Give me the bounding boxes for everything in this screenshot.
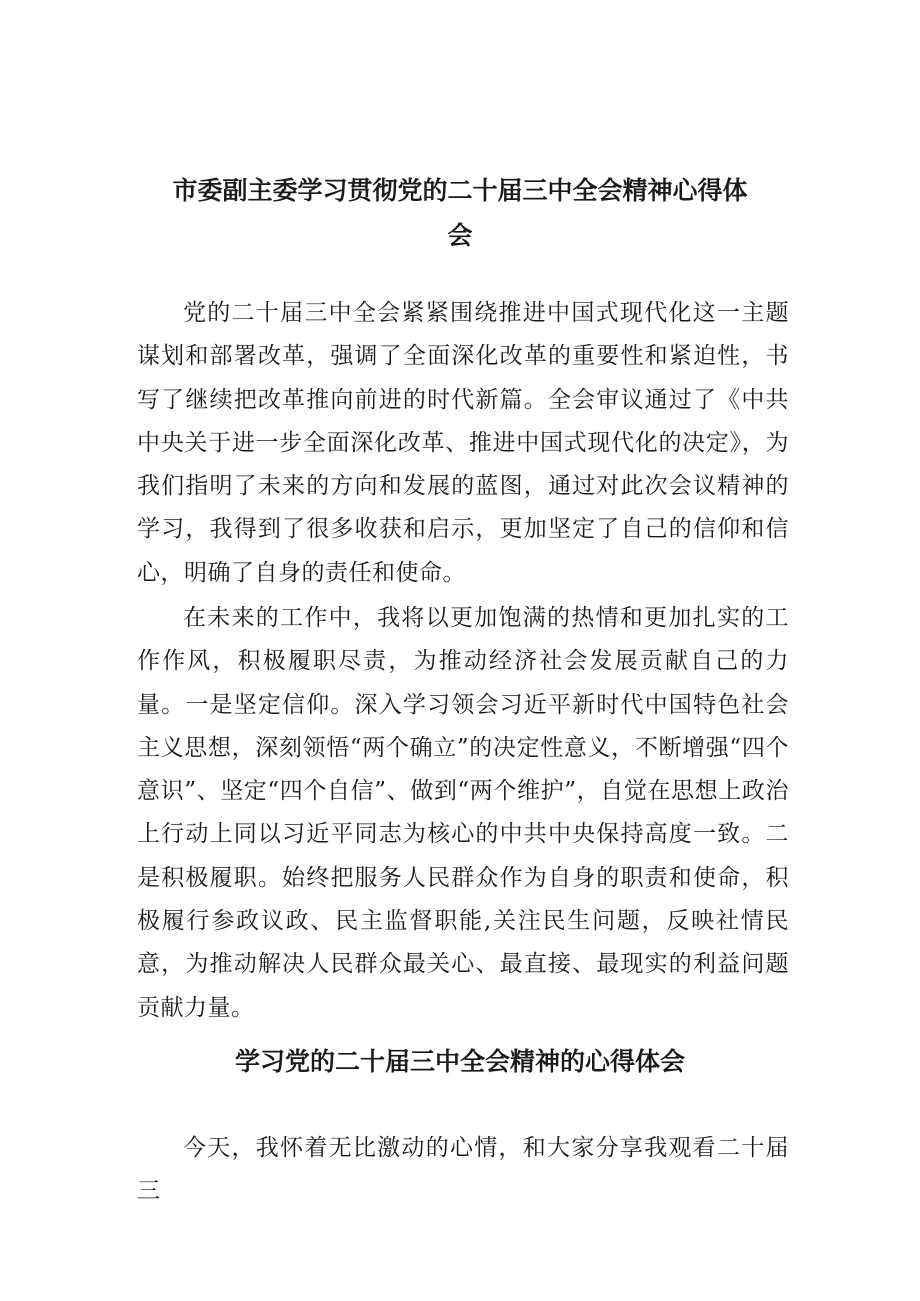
body-paragraph: 党的二十届三中全会紧紧围绕推进中国式现代化这一主题谋划和部署改革，强调了全面深化改革的重要性和紧迫性，书写了继续把改革推向前进的时代新篇。全会审议通过了《中共中央关于进一步全面深化改革、推进中国式现代化的决定》，为我们指明了未来的方向和发展的蓝图，通过对此次会议精神的学习，我得到了很多收获和启示，更加坚定了自己的信仰和信心，明确了自身的责任和使命。 [137,300,789,586]
section-title: 学习党的二十届三中全会精神的心得体会 [234,1047,685,1076]
body-paragraph: 在未来的工作中，我将以更加饱满的热情和更加扎实的工作作风，积极履职尽责，为推动经济社会发展贡献自己的力量。一是坚定信仰。深入学习领会习近平新时代中国特色社会主义思想，深刻领悟“两个确立”的决定性意义，不断增强“四个意识”、坚定“四个自信”、做到“两个维护”，自觉在思想上政治上行动上同以习近平同志为核心的中共中央保持高度一致。二是积极履职。始终把服务人民群众作为自身的职责和使命，积极履行参政议政、民主监督职能,关注民生问题，反映社情民意，为推动解决人民群众最关心、最直接、最现实的利益问题贡献力量。 [137,605,789,1021]
document-title: 市委副主委学习贯彻党的二十届三中全会精神心得体 会 [172,176,748,250]
body-paragraph: 今天，我怀着无比激动的心情，和大家分享我观看二十届三 [137,1135,789,1205]
